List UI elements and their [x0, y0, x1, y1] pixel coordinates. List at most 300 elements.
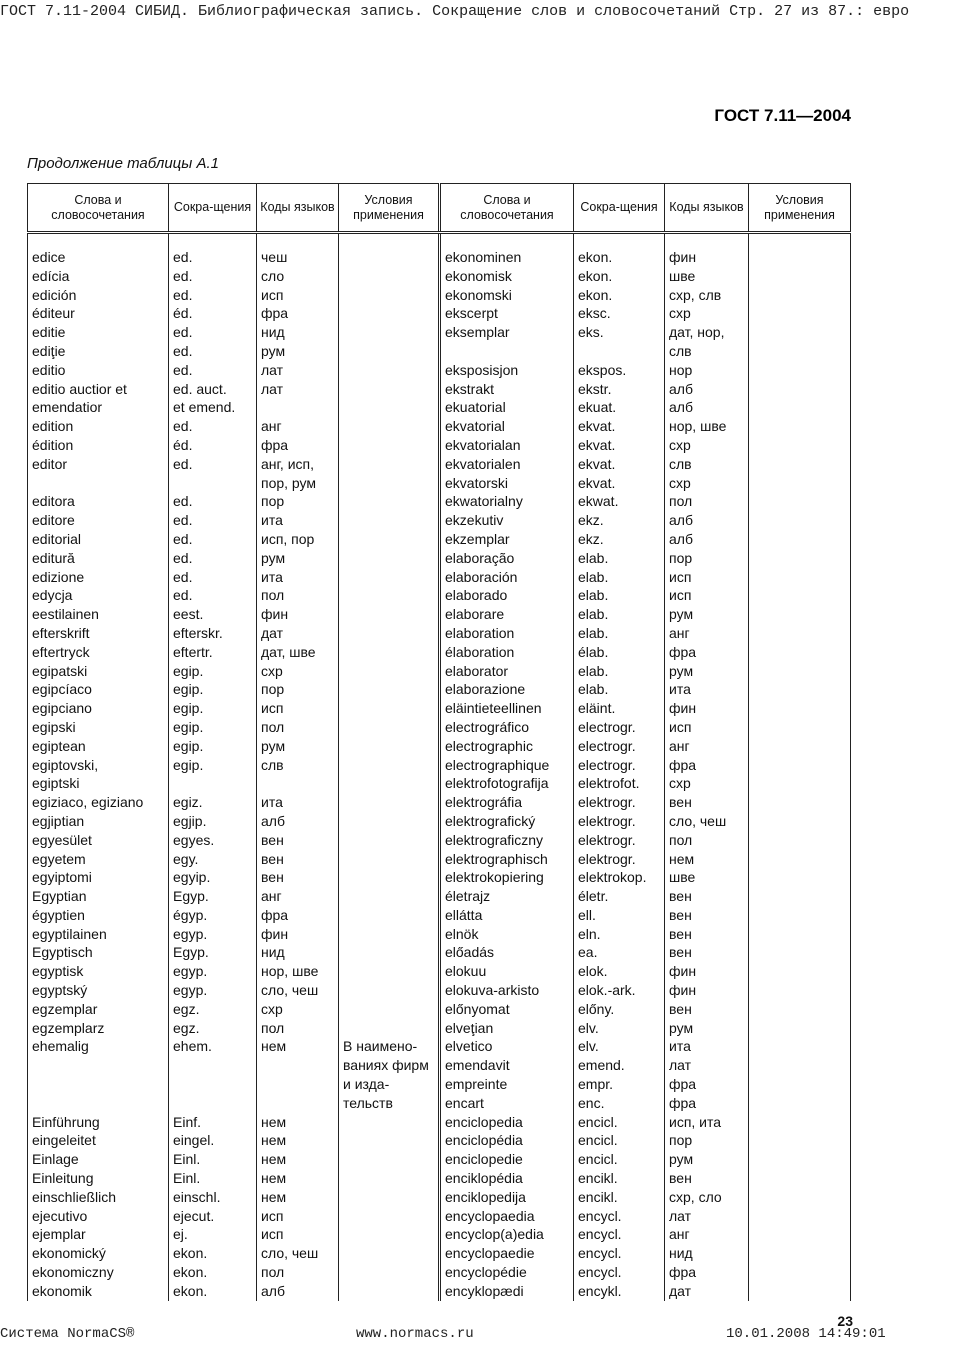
lang-cell: лат: [257, 380, 339, 399]
word-cell: égyptien: [28, 906, 169, 925]
lang-cell: пор: [257, 492, 339, 511]
lang-cell: нем: [665, 850, 749, 869]
page-number: 23: [837, 1313, 853, 1329]
table-row: [28, 831, 851, 850]
lang-cell: [257, 774, 339, 793]
abbr-cell: eläint.: [574, 699, 665, 718]
word-cell: elektrograficzny: [440, 831, 574, 850]
abbr-cell: ekon.: [169, 1263, 257, 1282]
header-conditions: Условия применения: [749, 184, 851, 233]
word-cell: előnyomat: [440, 1000, 574, 1019]
lang-cell: фин: [665, 699, 749, 718]
abbr-cell: [169, 474, 257, 493]
abbr-cell: ekvat.: [574, 436, 665, 455]
lang-cell: пол: [257, 1263, 339, 1282]
table-row: [28, 1000, 851, 1019]
lang-cell: исп: [665, 718, 749, 737]
lang-cell: пор: [665, 549, 749, 568]
table-row: [28, 511, 851, 530]
lang-cell: фин: [665, 962, 749, 981]
table-row: [28, 530, 851, 549]
word-cell: [440, 342, 574, 361]
word-cell: ejecutivo: [28, 1207, 169, 1226]
table-row: [28, 1131, 851, 1150]
abbr-cell: egip.: [169, 756, 257, 775]
lang-cell: алб: [665, 398, 749, 417]
lang-cell: исп, ита: [665, 1113, 749, 1132]
abbr-cell: empr.: [574, 1075, 665, 1094]
abbr-cell: egz.: [169, 1019, 257, 1038]
abbr-cell: ed.: [169, 568, 257, 587]
table-row: [28, 793, 851, 812]
lang-cell: исп: [257, 1207, 339, 1226]
abbr-cell: eest.: [169, 605, 257, 624]
table-row: [28, 699, 851, 718]
word-cell: elektrofotografija: [440, 774, 574, 793]
condition-note-line: и изда-: [343, 1076, 390, 1093]
condition-note-line: тельств: [343, 1094, 393, 1111]
abbr-cell: elektrogr.: [574, 812, 665, 831]
abbr-cell: ed.: [169, 233, 257, 267]
abbr-cell: elab.: [574, 680, 665, 699]
table-row: [28, 981, 851, 1000]
lang-cell: алб: [665, 530, 749, 549]
lang-cell: лат: [665, 1207, 749, 1226]
lang-cell: вен: [257, 868, 339, 887]
word-cell: encyclop(a)edia: [440, 1225, 574, 1244]
lang-cell: фин: [665, 981, 749, 1000]
word-cell: editor: [28, 455, 169, 474]
word-cell: Einlage: [28, 1150, 169, 1169]
lang-cell: исп, пор: [257, 530, 339, 549]
abbr-cell: ed.: [169, 530, 257, 549]
lang-cell: рум: [665, 662, 749, 681]
word-cell: egipatski: [28, 662, 169, 681]
abbr-cell: [169, 1094, 257, 1113]
abbr-cell: ed.: [169, 586, 257, 605]
abbr-cell: elv.: [574, 1037, 665, 1056]
abbr-cell: encikl.: [574, 1188, 665, 1207]
abbr-cell: ekon.: [169, 1244, 257, 1263]
word-cell: edition: [28, 417, 169, 436]
word-cell: ekstrakt: [440, 380, 574, 399]
table-row: [28, 568, 851, 587]
word-cell: Egyptisch: [28, 943, 169, 962]
word-cell: Einführung: [28, 1113, 169, 1132]
abbr-cell: ed.: [169, 492, 257, 511]
lang-cell: фра: [665, 1075, 749, 1094]
word-cell: elaboration: [440, 624, 574, 643]
lang-cell: пол: [257, 718, 339, 737]
abbr-cell: ed. auct.: [169, 380, 257, 399]
lang-cell: нор, шве: [665, 417, 749, 436]
abbr-cell: ekon.: [574, 233, 665, 267]
abbr-cell: ed.: [169, 361, 257, 380]
lang-cell: анг: [257, 417, 339, 436]
word-cell: edice: [28, 233, 169, 267]
table-row: [28, 455, 851, 474]
table-header-row: [28, 184, 851, 233]
lang-cell: дат: [257, 624, 339, 643]
lang-cell: нем: [257, 1131, 339, 1150]
table-row: [28, 286, 851, 305]
lang-cell: шве: [665, 267, 749, 286]
abbr-cell: encykl.: [574, 1282, 665, 1301]
header-conditions: Условия применения: [339, 184, 440, 233]
table-row: [28, 1075, 851, 1094]
abbr-cell: elektrogr.: [574, 793, 665, 812]
lang-cell: пор: [257, 680, 339, 699]
abbr-cell: egip.: [169, 662, 257, 681]
lang-cell: нор, шве: [257, 962, 339, 981]
word-cell: encyklopædi: [440, 1282, 574, 1301]
word-cell: eksposisjon: [440, 361, 574, 380]
table-row: [28, 1037, 851, 1056]
abbr-cell: enc.: [574, 1094, 665, 1113]
lang-cell: вен: [665, 793, 749, 812]
word-cell: enciclopédia: [440, 1131, 574, 1150]
lang-cell: сло: [257, 267, 339, 286]
abbr-cell: encicl.: [574, 1131, 665, 1150]
table-row: [28, 662, 851, 681]
lang-cell: нем: [257, 1188, 339, 1207]
word-cell: edícia: [28, 267, 169, 286]
lang-cell: дат, шве: [257, 643, 339, 662]
word-cell: életrajz: [440, 887, 574, 906]
abbr-cell: elab.: [574, 568, 665, 587]
word-cell: editore: [28, 511, 169, 530]
abbr-cell: égyp.: [169, 906, 257, 925]
abbr-cell: Einl.: [169, 1150, 257, 1169]
conditions-cell: [749, 233, 851, 1301]
lang-cell: сло, чеш: [257, 981, 339, 1000]
word-cell: ekzekutiv: [440, 511, 574, 530]
word-cell: elaborazione: [440, 680, 574, 699]
word-cell: egiptski: [28, 774, 169, 793]
lang-cell: вен: [665, 1169, 749, 1188]
table-row: [28, 1019, 851, 1038]
lang-cell: фра: [665, 1094, 749, 1113]
word-cell: eingeleitet: [28, 1131, 169, 1150]
abbr-cell: ej.: [169, 1225, 257, 1244]
word-cell: egzemplar: [28, 1000, 169, 1019]
lang-cell: сло, чеш: [257, 1244, 339, 1263]
word-cell: elnök: [440, 925, 574, 944]
word-cell: [28, 1075, 169, 1094]
word-cell: egiziaco, egiziano: [28, 793, 169, 812]
word-cell: editio auctior et: [28, 380, 169, 399]
abbr-cell: ekon.: [574, 286, 665, 305]
abbr-cell: Egyp.: [169, 887, 257, 906]
lang-cell: схр, слв: [665, 286, 749, 305]
word-cell: egjiptian: [28, 812, 169, 831]
lang-cell: дат, нор,: [665, 323, 749, 342]
abbr-cell: ekz.: [574, 511, 665, 530]
word-cell: ellátta: [440, 906, 574, 925]
table-row: [28, 586, 851, 605]
abbr-cell: egyes.: [169, 831, 257, 850]
word-cell: egyptilainen: [28, 925, 169, 944]
abbr-cell: electrogr.: [574, 737, 665, 756]
table-row: [28, 1282, 851, 1301]
header-abbreviations: Сокра-щения: [169, 184, 257, 233]
word-cell: [28, 474, 169, 493]
word-cell: édition: [28, 436, 169, 455]
word-cell: egipski: [28, 718, 169, 737]
table-row: [28, 943, 851, 962]
browser-page-header: ГОСТ 7.11-2004 СИБИД. Библиографическая запись. Сокращение слов и словосочетаний Стр. 27 из 87.: евро: [0, 3, 910, 20]
word-cell: éditeur: [28, 304, 169, 323]
word-cell: ekonomický: [28, 1244, 169, 1263]
word-cell: elvetico: [440, 1037, 574, 1056]
word-cell: ediţie: [28, 342, 169, 361]
abbr-cell: egyp.: [169, 962, 257, 981]
word-cell: enciklopedija: [440, 1188, 574, 1207]
word-cell: eftertryck: [28, 643, 169, 662]
lang-cell: нем: [257, 1169, 339, 1188]
abbr-cell: ekspos.: [574, 361, 665, 380]
lang-cell: анг: [665, 624, 749, 643]
word-cell: edycja: [28, 586, 169, 605]
table-row: [28, 1169, 851, 1188]
table-row: [28, 436, 851, 455]
lang-cell: вен: [665, 887, 749, 906]
condition-note-line: ваниях фирм: [343, 1057, 429, 1074]
lang-cell: вен: [665, 943, 749, 962]
abbr-cell: elektrokop.: [574, 868, 665, 887]
table-row: [28, 1056, 851, 1075]
abbr-cell: ekuat.: [574, 398, 665, 417]
word-cell: [28, 1094, 169, 1113]
lang-cell: ита: [665, 1037, 749, 1056]
lang-cell: слв: [665, 455, 749, 474]
word-cell: editio: [28, 361, 169, 380]
abbr-cell: ekon.: [574, 267, 665, 286]
word-cell: ekvatorski: [440, 474, 574, 493]
table-row: [28, 398, 851, 417]
lang-cell: исп: [257, 1225, 339, 1244]
abbr-cell: ekvat.: [574, 417, 665, 436]
table-row: [28, 1244, 851, 1263]
lang-cell: рум: [257, 549, 339, 568]
word-cell: ekvatorialan: [440, 436, 574, 455]
table-row: [28, 474, 851, 493]
word-cell: elektrografický: [440, 812, 574, 831]
word-cell: elaborado: [440, 586, 574, 605]
word-cell: eestilainen: [28, 605, 169, 624]
lang-cell: анг: [257, 887, 339, 906]
abbr-cell: ed.: [169, 267, 257, 286]
word-cell: encyclopédie: [440, 1263, 574, 1282]
lang-cell: [257, 398, 339, 417]
abbr-cell: encycl.: [574, 1263, 665, 1282]
table-row: [28, 1094, 851, 1113]
word-cell: elektrográfia: [440, 793, 574, 812]
word-cell: emendavit: [440, 1056, 574, 1075]
abbr-cell: elektrogr.: [574, 850, 665, 869]
word-cell: egyptisk: [28, 962, 169, 981]
abbr-cell: élab.: [574, 643, 665, 662]
table-row: [28, 1207, 851, 1226]
word-cell: elveţian: [440, 1019, 574, 1038]
word-cell: emendatior: [28, 398, 169, 417]
lang-cell: пор: [665, 1131, 749, 1150]
word-cell: ekvatorialen: [440, 455, 574, 474]
lang-cell: анг: [665, 737, 749, 756]
word-cell: enciclopedia: [440, 1113, 574, 1132]
abbr-cell: egip.: [169, 699, 257, 718]
word-cell: egyetem: [28, 850, 169, 869]
word-cell: elaborare: [440, 605, 574, 624]
abbr-cell: eksc.: [574, 304, 665, 323]
abbr-cell: encicl.: [574, 1113, 665, 1132]
word-cell: elektrographisch: [440, 850, 574, 869]
table-row: [28, 605, 851, 624]
abbr-cell: egyp.: [169, 981, 257, 1000]
lang-cell: вен: [257, 831, 339, 850]
table-row: [28, 624, 851, 643]
lang-cell: схр: [665, 436, 749, 455]
lang-cell: лат: [665, 1056, 749, 1075]
abbr-cell: egy.: [169, 850, 257, 869]
word-cell: electrographique: [440, 756, 574, 775]
lang-cell: анг, исп,: [257, 455, 339, 474]
header-language-codes: Коды языков: [665, 184, 749, 233]
abbr-cell: egiz.: [169, 793, 257, 812]
lang-cell: пор, рум: [257, 474, 339, 493]
word-cell: editură: [28, 549, 169, 568]
abbr-cell: [574, 342, 665, 361]
lang-cell: алб: [665, 380, 749, 399]
word-cell: ejemplar: [28, 1225, 169, 1244]
lang-cell: схр: [665, 304, 749, 323]
table-row: [28, 233, 851, 267]
word-cell: egyptský: [28, 981, 169, 1000]
abbr-cell: ell.: [574, 906, 665, 925]
abbr-cell: encycl.: [574, 1207, 665, 1226]
lang-cell: фин: [257, 605, 339, 624]
table-row: [28, 492, 851, 511]
header-abbreviations: Сокра-щения: [574, 184, 665, 233]
word-cell: ekonomik: [28, 1282, 169, 1301]
abbreviation-table: [27, 183, 851, 1301]
lang-cell: [257, 1075, 339, 1094]
lang-cell: пол: [665, 492, 749, 511]
abbr-cell: elv.: [574, 1019, 665, 1038]
abbr-cell: Einf.: [169, 1113, 257, 1132]
word-cell: ekscerpt: [440, 304, 574, 323]
word-cell: ekonomisk: [440, 267, 574, 286]
lang-cell: [257, 1056, 339, 1075]
abbr-cell: elektrofot.: [574, 774, 665, 793]
lang-cell: слв: [665, 342, 749, 361]
word-cell: electrográfico: [440, 718, 574, 737]
lang-cell: пол: [665, 831, 749, 850]
abbr-cell: encycl.: [574, 1244, 665, 1263]
lang-cell: схр, сло: [665, 1188, 749, 1207]
abbr-cell: elok.: [574, 962, 665, 981]
abbr-cell: ekstr.: [574, 380, 665, 399]
lang-cell: фра: [257, 304, 339, 323]
lang-cell: нор: [665, 361, 749, 380]
word-cell: ekuatorial: [440, 398, 574, 417]
abbr-cell: efterskr.: [169, 624, 257, 643]
table-row: [28, 774, 851, 793]
lang-cell: исп: [665, 586, 749, 605]
lang-cell: ита: [257, 511, 339, 530]
abbr-cell: encicl.: [574, 1150, 665, 1169]
word-cell: eksemplar: [440, 323, 574, 342]
abbr-cell: electrogr.: [574, 756, 665, 775]
table-row: [28, 380, 851, 399]
abbr-cell: egyip.: [169, 868, 257, 887]
lang-cell: нид: [665, 1244, 749, 1263]
table-row: [28, 267, 851, 286]
abbr-cell: éd.: [169, 436, 257, 455]
table-row: [28, 756, 851, 775]
lang-cell: нем: [257, 1113, 339, 1132]
lang-cell: рум: [665, 605, 749, 624]
word-cell: elaboração: [440, 549, 574, 568]
abbr-cell: ed.: [169, 455, 257, 474]
abbr-cell: encikl.: [574, 1169, 665, 1188]
table-row: [28, 812, 851, 831]
abbr-cell: [169, 1075, 257, 1094]
word-cell: edizione: [28, 568, 169, 587]
lang-cell: алб: [257, 1282, 339, 1301]
word-cell: ekvatorial: [440, 417, 574, 436]
abbr-cell: elab.: [574, 624, 665, 643]
table-row: [28, 1225, 851, 1244]
word-cell: elokuva-arkisto: [440, 981, 574, 1000]
abbr-cell: eln.: [574, 925, 665, 944]
abbr-cell: életr.: [574, 887, 665, 906]
abbr-cell: elab.: [574, 586, 665, 605]
abbr-cell: ehem.: [169, 1037, 257, 1056]
conditions-cell: [339, 1037, 440, 1300]
abbr-cell: einschl.: [169, 1188, 257, 1207]
word-cell: elaborator: [440, 662, 574, 681]
abbr-cell: elektrogr.: [574, 831, 665, 850]
abbr-cell: egip.: [169, 718, 257, 737]
word-cell: editorial: [28, 530, 169, 549]
abbr-cell: elab.: [574, 605, 665, 624]
table-row: [28, 549, 851, 568]
word-cell: ekonomiczny: [28, 1263, 169, 1282]
table-row: [28, 1263, 851, 1282]
word-cell: egyesület: [28, 831, 169, 850]
abbr-cell: ekvat.: [574, 474, 665, 493]
lang-cell: ита: [665, 680, 749, 699]
abbr-cell: eingel.: [169, 1131, 257, 1150]
word-cell: ekonominen: [440, 233, 574, 267]
abbr-cell: előny.: [574, 1000, 665, 1019]
word-cell: electrographic: [440, 737, 574, 756]
table-row: [28, 1150, 851, 1169]
lang-cell: ита: [257, 793, 339, 812]
abbr-cell: egyp.: [169, 925, 257, 944]
word-cell: ehemalig: [28, 1037, 169, 1056]
lang-cell: [257, 1094, 339, 1113]
abbr-cell: Einl.: [169, 1169, 257, 1188]
word-cell: editie: [28, 323, 169, 342]
abbr-cell: ed.: [169, 417, 257, 436]
lang-cell: вен: [257, 850, 339, 869]
word-cell: egiptovski,: [28, 756, 169, 775]
lang-cell: нем: [257, 1150, 339, 1169]
table-row: [28, 417, 851, 436]
word-cell: elokuu: [440, 962, 574, 981]
